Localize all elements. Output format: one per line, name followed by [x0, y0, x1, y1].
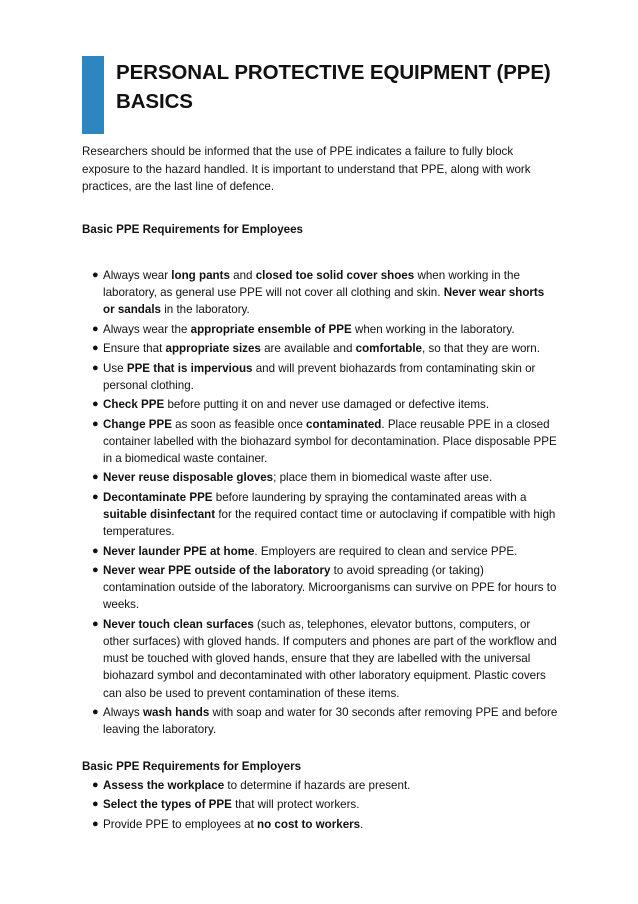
text: to avoid spreading (or taking) contamination outside of the laboratory. Microorganisms can survive on PPE for hours to weeks.: [103, 563, 557, 612]
list-item: [92, 796, 558, 813]
bullet-icon: ●: [92, 269, 99, 281]
bold-text: Never launder PPE at home: [103, 544, 255, 558]
list-item: [92, 616, 558, 702]
bullet-icon: ●: [92, 398, 99, 411]
bullet-icon: ●: [92, 417, 99, 430]
list-item: [92, 562, 558, 614]
bullet-icon: ●: [92, 779, 99, 791]
text: Provide PPE to employees at: [103, 817, 258, 831]
text: Ensure that: [103, 342, 166, 356]
employee-requirements-list: [92, 267, 558, 741]
list-item: [92, 704, 558, 738]
bold-text: Never wear shorts or sandals: [103, 286, 545, 317]
text: before putting it on and never use damaged or defective items.: [164, 398, 490, 412]
list-item: [92, 360, 558, 394]
text: and will prevent biohazards from contaminating skin or personal clothing.: [103, 361, 536, 392]
bold-text: Check PPE: [103, 398, 165, 412]
bullet-icon: ●: [92, 361, 99, 374]
bold-text: contaminated: [306, 417, 382, 431]
bold-text: comfortable: [355, 342, 422, 356]
text: Use: [103, 361, 127, 375]
list-item: [92, 777, 558, 794]
bold-text: Never wear PPE outside of the laboratory: [103, 563, 331, 577]
bullet-icon: ●: [92, 798, 99, 811]
list-item: [92, 396, 558, 413]
text: as soon as feasible once: [171, 417, 306, 431]
list-item: [92, 321, 558, 338]
text: to determine if hazards are present.: [224, 779, 411, 792]
bold-text: Assess the workplace: [103, 779, 225, 792]
text: in the laboratory.: [161, 303, 250, 317]
text: are available and: [260, 342, 356, 356]
list-item: [92, 469, 558, 486]
bullet-icon: ●: [92, 563, 99, 576]
text: with soap and water for 30 seconds after removing PPE and before leaving the laboratory.: [103, 705, 558, 737]
page-title: PERSONAL PROTECTIVE EQUIPMENT (PPE) BASICS: [116, 61, 551, 113]
bullet-icon: ●: [92, 617, 99, 630]
employer-requirements-list: [92, 777, 558, 835]
bold-text: long pants: [171, 269, 230, 282]
intro-paragraph: Researchers should be informed that the use of PPE indicates a failure to fully block exposure to the hazard handled. It is important to understand that PPE, along with work practices, are the last line of defence.: [82, 145, 531, 193]
text: Always: [103, 705, 143, 719]
text: when working in the laboratory.: [351, 322, 515, 336]
text: Always wear the: [103, 322, 191, 336]
list-item: [92, 416, 558, 468]
bullet-icon: ●: [92, 817, 99, 830]
text: .: [360, 817, 364, 831]
list-item: [92, 267, 558, 319]
list-item: [92, 489, 558, 541]
list-item: [92, 816, 558, 833]
bullet-icon: ●: [92, 705, 99, 718]
bullet-icon: ●: [92, 471, 99, 484]
text: and: [229, 269, 256, 282]
bold-text: PPE that is impervious: [126, 361, 253, 375]
list-item: [92, 543, 558, 560]
employee-section-heading: Basic PPE Requirements for Employees: [82, 223, 304, 236]
text: for the required contact time or autoclaving if compatible with high temperatures.: [103, 507, 556, 539]
bold-text: no cost to workers: [257, 817, 361, 831]
text: . Place reusable PPE in a closed container labelled with the biohazard symbol for decontamination. Place disposable PPE in a biomedical waste container.: [103, 417, 557, 465]
text: ; place them in biomedical waste after use.: [273, 471, 493, 485]
text: (such as, telephones, elevator buttons, computers, or other surfaces) with gloved hands. If computers and phones are part of the workflow and must be touched with gloved hands, ensure that they are labelled with the universal biohazard symbol and decontaminated with other laboratory equipment. Plastic covers can also be used to prevent contamination of these items.: [103, 617, 557, 700]
bold-text: Decontaminate PPE: [103, 490, 213, 504]
bold-text: closed toe solid cover shoes: [255, 269, 415, 282]
text: , so that they are worn.: [422, 342, 540, 356]
bold-text: appropriate ensemble of PPE: [190, 322, 352, 336]
bullet-icon: ●: [92, 322, 99, 335]
bold-text: suitable disinfectant: [103, 507, 216, 521]
bold-text: Select the types of PPE: [103, 798, 232, 812]
bold-text: Change PPE: [103, 417, 172, 431]
text: when working in the laboratory, as general use PPE will not cover all clothing and skin.: [103, 269, 520, 300]
list-item: [92, 340, 558, 357]
bold-text: appropriate sizes: [165, 342, 261, 356]
text: that will protect workers.: [231, 798, 360, 812]
bold-text: Never touch clean surfaces: [103, 617, 254, 631]
text: Always wear: [103, 269, 172, 282]
bullet-icon: ●: [92, 490, 99, 503]
text: before laundering by spraying the contaminated areas with a: [212, 490, 527, 504]
text: . Employers are required to clean and service PPE.: [254, 544, 518, 558]
employer-section-heading: Basic PPE Requirements for Employers: [82, 760, 302, 773]
title-accent-bar: [82, 56, 104, 134]
bold-text: Never reuse disposable gloves: [103, 471, 274, 485]
bold-text: wash hands: [142, 705, 210, 719]
bullet-icon: ●: [92, 342, 99, 355]
bullet-icon: ●: [92, 544, 99, 557]
